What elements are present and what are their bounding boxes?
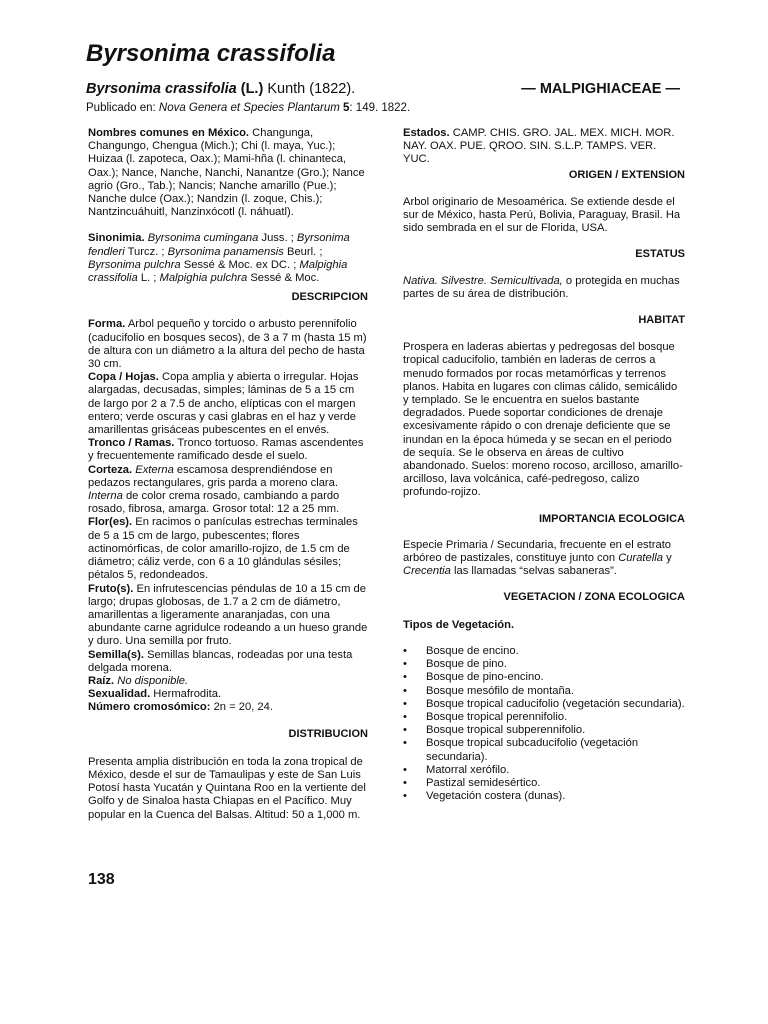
heading-descripcion: DESCRIPCION — [291, 291, 368, 304]
synonym-2: Byrsonima fendleri — [88, 232, 350, 258]
page-number: 138 — [88, 871, 115, 888]
list-item — [403, 724, 685, 737]
desc-copa-text: Copa amplia y abierta o irregular. Hojas alargadas, decusadas, simples; láminas de 5 a 15 cm de largo por 2 a 7.5 de ancho, elípticas con el margen entero; verde oscuras y casi glabras en el haz y verde amarillentas grisáceas pubescentes en el envés. — [88, 371, 359, 437]
ecology-text-3: las llamadas “selvas sabaneras”. — [454, 565, 617, 578]
synonymy — [88, 232, 368, 285]
taxon-author: Kunth — [267, 81, 306, 97]
vegetation-item: Vegetación costera (dunas). — [426, 790, 566, 803]
heading-origen: ORIGEN / EXTENSION — [568, 168, 685, 181]
states-label: Estados. — [403, 127, 450, 139]
heading-distribucion: DISTRIBUCION — [288, 727, 368, 740]
vegetation-item: Bosque tropical subcaducifolio (vegetación secundaria). — [426, 737, 639, 763]
desc-tronco — [88, 437, 368, 463]
common-names-text: Changunga, Changungo, Chengua (Mich.); Chi (l. maya, Yuc.); Huizaa (l. zapoteca, Oax.); Mami-hña (l. chinanteca, Oax.); Nance, Nanche, Nanchi, Nanantze (Gro.); Nance agrio (Gro., Tab.); Nancis; Nanche amarillo (Pue.); Nanche dulce (Oax.); Nandzin (l. zoque, Chis.); Nantzincuáhuitl, Nanzinxócotl (l. náhuatl). — [88, 127, 365, 219]
publication-prefix: Publicado en: — [86, 102, 159, 114]
bullet-icon: • — [403, 790, 407, 803]
desc-forma-text: Arbol pequeño y torcido o arbusto perennifolio (caducifolio en bosques secos), de 3 a 7 m (hasta 15 m) de altura con un diámetro a la altura del pecho de hasta 30 cm. — [88, 318, 367, 371]
publication-line — [86, 102, 410, 114]
desc-cromosomico-label: Número cromosómico: — [88, 701, 211, 714]
ecology-genus-1: Curatella — [618, 552, 663, 565]
habitat-text: Prospera en laderas abiertas y pedregosas del bosque tropical caducifolio, también en laderas de cerros a menudo formados por rocas metamórficas y terrenos planos. Habita en lugares con climas cálido, semicálido y templado. Se le encuentra en suelos bastante degradados. Puede soportar condiciones de drenaje excesivamente rápido o con drenaje deficiente que se inundan en la época húmeda y se secan en el periodo de sequía. Se le observa en áreas de cultivo abandonado. Suelos: moreno rocoso, arcilloso, amarillo-arcilloso, lava volcánica, café-pedregoso, calizo profundo-rojizo. — [403, 341, 683, 499]
desc-corteza-text1: escamosa desprendiéndose en pedazos rectangulares, gris parda a moreno clara. — [88, 463, 338, 489]
desc-cromosomico-text: 2n = 20, 24. — [213, 701, 273, 714]
publication-pages: : 149. 1822. — [349, 102, 411, 114]
desc-semilla-text: Semillas blancas, rodeadas por una testa delgada morena. — [88, 648, 353, 674]
bullet-icon: • — [403, 776, 407, 789]
desc-tronco-text: Tronco tortuoso. Ramas ascendentes y frecuentemente ramificado desde el suelo. — [88, 437, 364, 463]
common-names — [88, 127, 368, 219]
synonymy-label: Sinonimia. — [88, 232, 145, 245]
states-text: CAMP. CHIS. GRO. JAL. MEX. MICH. MOR. NAY. OAX. PUE. QROO. SIN. S.L.P. TAMPS. VER. YUC. — [403, 127, 675, 166]
desc-raiz-text: No disponible. — [117, 674, 189, 687]
bullet-icon: • — [403, 697, 407, 710]
desc-corteza — [88, 464, 368, 517]
taxon-authority: (L.) — [240, 81, 264, 97]
ecology-text-1: Especie Primaria / Secundaria, frecuente en el estrato arbóreo de pastizales, constituye junto con — [403, 538, 672, 565]
desc-forma — [88, 318, 368, 371]
desc-sexualidad-label: Sexualidad. — [88, 688, 151, 701]
list-item — [403, 711, 685, 724]
heading-estatus: ESTATUS — [635, 248, 685, 261]
synonym-1: Byrsonima cumingana — [147, 232, 259, 245]
bullet-icon: • — [403, 763, 407, 776]
status-rest: o protegida en muchas partes de su área de distribución. — [403, 274, 680, 300]
synonym-3: Byrsonima panamensis — [167, 245, 284, 258]
desc-fruto — [88, 583, 368, 649]
list-item — [403, 777, 685, 790]
desc-forma-label: Forma. — [88, 318, 126, 331]
vegetation-list — [403, 645, 685, 803]
desc-flor — [88, 516, 368, 582]
status-text — [403, 275, 685, 301]
vegetation-item: Bosque de pino-encino. — [426, 671, 544, 684]
desc-flor-label: Flor(es). — [88, 516, 133, 529]
description-block — [88, 318, 368, 714]
desc-fruto-text: En infrutescencias péndulas de 10 a 15 cm de largo; drupas globosas, de 1.7 a 2 cm de diámetro, amarillentas a ligeramente anaranjadas, con una abundante carne agridulce rodeando a un hueso grande y duro. Una semilla por fruto. — [88, 582, 368, 648]
publication-work: Nova Genera et Species Plantarum — [158, 102, 340, 114]
bullet-icon: • — [403, 644, 407, 657]
desc-corteza-int: Interna — [88, 490, 123, 503]
synonym-3-author: Beurl. ; — [287, 245, 323, 258]
bullet-icon: • — [403, 658, 407, 671]
vegetation-item: Bosque de encino. — [426, 644, 519, 657]
vegetation-item: Bosque tropical perennifolio. — [426, 710, 568, 723]
heading-habitat: HABITAT — [638, 314, 685, 327]
bullet-icon: • — [403, 684, 407, 697]
right-column — [403, 127, 685, 803]
desc-copa — [88, 371, 368, 437]
synonym-2-author: Turcz. ; — [127, 245, 165, 258]
left-column — [88, 127, 368, 822]
bullet-icon: • — [403, 710, 407, 723]
desc-fruto-label: Fruto(s). — [88, 582, 134, 595]
taxon-header — [86, 81, 355, 97]
ecology-text-2: y — [666, 552, 672, 565]
list-item — [403, 698, 685, 711]
states — [403, 127, 685, 167]
heading-importancia: IMPORTANCIA ECOLOGICA — [538, 512, 685, 525]
origin-text: Arbol originario de Mesoamérica. Se extiende desde el sur de México, hasta Perú, Bolivia, Paraguay, Brasil. Ha sido sembrada en el sur de Florida, USA. — [403, 195, 681, 235]
page-title: Byrsonima crassifolia — [86, 40, 336, 67]
family-name: — MALPIGHIACEAE — — [521, 81, 680, 97]
ecology-genus-2: Crecentia — [403, 565, 451, 578]
vegetation-item: Pastizal semidesértico. — [426, 776, 541, 789]
vegetation-item: Bosque mesófilo de montaña. — [426, 684, 575, 697]
heading-vegetacion: VEGETACION / ZONA ECOLOGICA — [503, 591, 685, 604]
vegetation-item: Matorral xerófilo. — [426, 763, 510, 776]
bullet-icon: • — [403, 671, 407, 684]
bullet-icon: • — [403, 724, 407, 737]
status-italic: Nativa. Silvestre. Semicultivada, — [403, 274, 563, 287]
distribution-text: Presenta amplia distribución en toda la zona tropical de México, desde el sur de Tamaulipas y este de San Luis Potosí hasta Yucatán y Quintana Roo en la vertiente del Golfo y de Sinaloa hasta Chiapas en el Pacífico. Muy popular en la Cuenca del Balsas. Altitud: 50 a 1,000 m. — [88, 755, 366, 821]
bullet-icon: • — [403, 737, 407, 750]
desc-corteza-text2: de color crema rosado, cambiando a pardo rosado, fibrosa, amarga. Grosor total: 12 a 25 mm. — [88, 490, 340, 516]
list-item — [403, 671, 685, 684]
taxon-year: (1822). — [309, 81, 356, 97]
taxon-name: Byrsonima crassifolia — [86, 81, 237, 97]
common-names-label: Nombres comunes en México. — [88, 127, 250, 139]
synonym-5: Malpighia crassifolia — [88, 258, 348, 285]
vegetation-item: Bosque de pino. — [426, 658, 507, 671]
list-item — [403, 790, 685, 803]
desc-corteza-label: Corteza. — [88, 463, 133, 476]
synonym-4: Byrsonima pulchra — [88, 258, 181, 271]
list-item — [403, 645, 685, 658]
desc-sexualidad — [88, 688, 368, 701]
vegetation-item: Bosque tropical subperennifolio. — [426, 724, 586, 737]
synonym-4-author: Sessé & Moc. ex DC. ; — [183, 258, 297, 271]
list-item — [403, 658, 685, 671]
desc-cromosomico — [88, 701, 368, 714]
desc-raiz-label: Raíz. — [88, 674, 115, 687]
list-item — [403, 764, 685, 777]
desc-semilla-label: Semilla(s). — [88, 648, 144, 661]
ecology-text — [403, 539, 685, 579]
desc-flor-text: En racimos o panículas estrechas terminales de 5 a 15 cm de largo, pubescentes; flores actinomórficas, de color amarillo-rojizo, de 1.5 cm de diámetro; cáliz verde, con 6 a 10 glándulas sésiles; pétalos 5, redondeados. — [88, 516, 358, 582]
synonym-6-author: Sessé & Moc. — [250, 272, 320, 285]
list-item — [403, 685, 685, 698]
list-item — [403, 737, 685, 763]
vegetation-item: Bosque tropical caducifolio (vegetación secundaria). — [426, 697, 685, 710]
publication-volume: 5 — [343, 102, 350, 114]
desc-sexualidad-text: Hermafrodita. — [153, 688, 222, 701]
synonym-5-author: L. ; — [140, 272, 157, 285]
desc-raiz — [88, 675, 368, 688]
desc-copa-label: Copa / Hojas. — [88, 371, 159, 384]
desc-tronco-label: Tronco / Ramas. — [88, 437, 175, 450]
synonym-1-author: Juss. ; — [261, 232, 294, 245]
desc-semilla — [88, 649, 368, 675]
synonym-6: Malpighia pulchra — [159, 272, 248, 285]
desc-corteza-ext: Externa — [135, 463, 174, 476]
vegetation-subheading: Tipos de Vegetación. — [403, 618, 515, 631]
